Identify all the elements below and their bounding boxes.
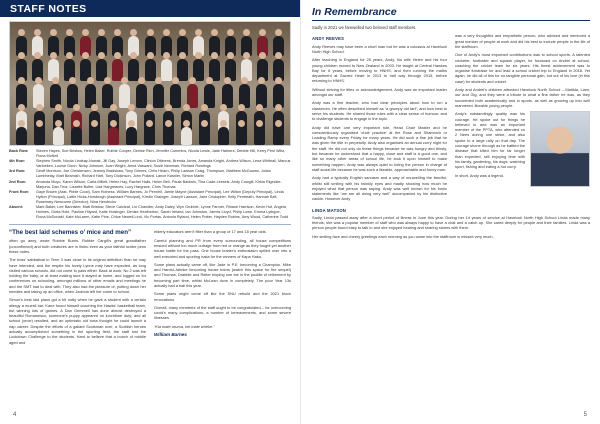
body-paragraph: Some plans might come off like the SNU rebuild and the 2021 block renovations. (154, 291, 291, 302)
title-underline (312, 20, 590, 21)
linda-matson-text (312, 215, 590, 239)
roster-row-label: 2nd Row: (9, 179, 27, 184)
andy-reeves-heading: ANDY REEVES (312, 36, 345, 42)
roster-row-names: Geoff Morrison, Joe Christensen, Jeremy Bradshaw, Tony Grimes, Chris Hearn, Philip Lawson Craig, Thompson, Matthew McGowan, Julian Lumbhelay, Matt Beamish, Richard Hart, Tony Dickinson, John Pollard, Lance Kasnier, Simon Marlin (36, 169, 271, 179)
body-paragraph: Simon’s best laid plans got a bit nutty when he gave a student with a certain allergy a muesli bar. Kane found himself coaching the Hawks’ basketball team, but winning lots of games. A Dan Gemmell has done almost destroyed a beautiful Romanesco, someone’s puppy appeared on lunchtime duty; and all school (once) resulted, and an optimistic old boss thought he could launch a nap career. Despite the efforts of a gallant Scotsman over, a Scottish heroes actually accomplished something in the sporting field, the staff lost the Lockdown Challenge to the students. Hard to believe that a bunch of middle aged and (9, 297, 146, 345)
andy-column-1 (312, 33, 447, 204)
staff-notes-body (9, 229, 291, 348)
roster-row (9, 169, 291, 179)
body-paragraph: elderly educators aren’t fitter than a group of 17 and 18 year olds. (154, 229, 267, 235)
roster-row-names: Amanda Moyo, Karen Wilson, Carla Millett, Helen Hay, Rachel Halls, Helen Bell, Paula Baldwin, Tina Cade-Lessels, Andy Cowgill, Kirkla Rigeckie-Marjuna, Dan Thor, Lizzette Butler, Lisa Hargreaves, Lucy Hargrave, Chris Thomas (36, 179, 282, 189)
body-paragraph: The boss’ sabbatical in Term 3 was close to its original definition than he may have intended, and the respite his lovely Lynne may have expected, as long visited various schools, did not come to pass either. Back at work, No 2 was left holding the baby, or at least making sure it stayed at home, and logged on for conferences on schooling, amongst millions of other emails and meetings he and the SMT had to deal with. They also had the pleasure of, putting down her needles and taking up an office, when Jacinda left her come to school. (9, 257, 146, 294)
photo-caption-roster (9, 149, 291, 220)
roster-row-label: 4th Row: (9, 159, 26, 164)
roster-row-names: Steven Hayes, Sue Bristow, Helen Baker, Ruthie Cooper, Denise Rich, Jennifer Cummins, Nicola Lewis, Jade Harbers, Debbie Hill, Kerry Pirnl Wiltz, Fiona McNeil (36, 149, 286, 159)
andy-column-2 (455, 33, 590, 204)
linda-matson-heading: LINDA MATSON (312, 207, 347, 213)
photo-front-row (16, 127, 284, 145)
roster-row-names: Mark Baker, Lee Bannister, Matt Bristow, Steve Calcleat, Lin Chandler, Andy Daley, Wyn Grubble, Lynne Farmer, Rhiane Harrison, Kevin Hof, Angela Holmes, Greta Hole, Pauline Hilyard, Katie Holsinger, Denise Heatherton, Sarah Ireland, Ian Johnston, James Lloyd, Philip Lowe, Emma Lythgoe, Fiona McDonald, Kate McLaren, Katie Pine, Chloe Newell-Lind, Vic Portas, Antonia Ryland, Helen Potter, Hayden Robins, Amy Wood, Catherine Todd (36, 205, 288, 220)
staff-notes-header-band (0, 0, 300, 17)
roster-row-names: Stephen Smith, Nicola Lindsay-Nowak, Jill Gay, Joseph Lemon, Clinton Dibbens, Brenda Jones, Amanda Knight, Andrea Wilson, Lena Whitnall, Marcus Vanbeken, Louise Gunn, Nicky Johnson, Juan Wright, Anna Vaswani, Susie Newman, Richard Rowlings (36, 159, 291, 169)
staff-notes-column-1 (9, 229, 146, 348)
author-signature: William Barnes (154, 332, 187, 338)
body-paragraph: Overall, many members of the staff ought to be congratulated – for overcoming covid’s many complications, a number of bereavements, and some severe illnesses. (154, 304, 291, 321)
remembrance-intro: Sadly in 2021 we farewelled two beloved staff members. (312, 25, 417, 30)
staff-notes-column-2 (154, 229, 291, 348)
body-paragraph: After teaching in England for 25 years, Andy, his wife Helen and his four young children moved to New Zealand in 2003. He taught at Central Hawkes Bay for 6 years, before moving to HNHS, and then running the maths department at Sacred Heart in 2013 to half way through 2015, before returning to HNHS. (312, 57, 447, 84)
roster-row (9, 190, 291, 205)
staff-group-photo (9, 21, 291, 146)
body-paragraph: Without striving for titles or acknowledgement, Andy was an important leader amongst our staff. (312, 86, 447, 98)
roster-row (9, 205, 291, 220)
roster-row-label: Absent: (9, 205, 24, 210)
body-paragraph: In short, Andy was a legend. (455, 172, 504, 178)
roster-row-label: Front Row: (9, 189, 30, 194)
roster-row-label: Back Row: (9, 149, 29, 153)
roster-row (9, 180, 291, 190)
body-paragraph: Andy’s outstandingly quality was his courage. He spoke out for things he believed in and was an important member of the PPTA, who attended on 2 Nees during one strike, and also spoke to a large rally on that day. The courage shone through as he battled the disease that killed him for far longer than expected, still enjoying time with his family, gardening, his dogs, watching sport, fishing and eating a hot curry. (455, 111, 525, 170)
page-number: 5 (583, 412, 587, 418)
body-paragraph: Some plans actually came off, like Jade in P.E. becoming a Champion. Mike and Harold-Jahnke becoming house tutors (watch this space for the sequel) and Thomas, Drabble and Reiter eloping one toe in the puddle of retirement by becoming part time, whilst McLean dove in completely. The poor Year 13s actually had a ball this year. (154, 261, 291, 288)
right-page (300, 0, 600, 424)
remembrance-title: In Remembrance (312, 6, 397, 18)
andy-reeves-section (312, 33, 590, 204)
roster-row (9, 149, 291, 159)
roster-row (9, 159, 291, 169)
body-paragraph: Andy Reeves may have been a short man but he was a colossus at Havelock North High School. (312, 43, 447, 54)
body-paragraph: Andy did have one very important role, Head Chair Master and he conscientiously organised ‘choir practice’ at the Rose and Shamrock or Loading Ramp every Friday for many years. He did such a fine job that he was given the title in perpetuity. Andy also organised an annual curry night for the staff. He did not only do these things because he was hungry and thirsty, but because he understood that a happy, close and staff is a good one, and like so many other areas of school life, he took it upon himself to make something happen. Andy was always quiet to being the person in charge of staff social life because he was such a likeable, approachable and funny man. (312, 124, 447, 172)
body-paragraph: Careful planning and PR from every surrounding, all house competitions ensued without too much outrage from red or orange as they fought yet another house battle for the pass. One house leader’s enthusiasm spilled over into a well executed and sporting haka for the winners of Kapa Haka. (154, 237, 291, 259)
andy-reeves-portrait (530, 111, 590, 187)
section-divider (9, 224, 291, 225)
page-number: 4 (13, 412, 17, 418)
staff-notes-title: STAFF NOTES (10, 2, 87, 15)
body-paragraph: Andy had a typically English sarcasm and a way of unravelling the fanciful, whilst still smiling with his twinkly eyes and madly showing how much he enjoyed what that person was saying. Andy was well known for his ironic statements like “we are all doing very well” accompanied by his distinctive cackle. However Andy (312, 175, 447, 202)
body-paragraph: One of Andy’s most important contributions was to school sports. A talented cricketer, footballer and squash player, he focussed on Andrei at school, coaching the cricket team for six years. His finest achievement was to organise fundraise for and lead a school cricket trip to England in 2018. Yet again, he did all of this for no tangible personal gain, but out of his love (in this case) for students and cricket. (455, 52, 590, 84)
roster-row-label: 3rd Row: (9, 169, 26, 174)
pull-quote: “The best laid schemes o’ mice and men” (9, 229, 132, 237)
body-paragraph: Sadly, Linda passed away after a short period of illness in June this year. During her 14 years of service at Havelock North High School Linda made many friends; she was a popular member of staff who was always happy to have a chat and a catch up. She cared deeply for people and their families. Linda was a person people found easy to talk to and she enjoyed hearing and sharing stories with them. (312, 214, 590, 231)
roster-row-names: Gaye Brown (Asst. Pbble Cood), Sam Holness, William Barnes, Jo Pennell, Jamie Mayne (Assistant Principal), Lee Wilton (Deputy Principal), Linda Hylton (Principal), Lottie Hicks-Horsbrogh (Assistant Principal), Kirstin Grainger, Joseph Lawson, Jane Cristopher, Kelly Pentreath, Hannah Bell, Rosemary Newcome (Director), Nina Hendricks (36, 189, 284, 204)
body-paragraph: was a very thoughtful and empathetic person, who advised and mentored a great number of people at work and did his best to include people in the life of the staffroom. (455, 33, 590, 49)
closing-quote: “Kia mate ururoa, kei mate wheke.” (154, 323, 215, 329)
body-paragraph: often go awry, wrote Robbie Burns. Robbie Cargill’s great grandfather (unconfirmed) and both creatures are in limbo even as your faithful scribe pens these notes. (9, 238, 146, 254)
body-paragraph: Andy and Andrei’s children attended Havelock North School – Matilda, Liam, our and Gig, and they were a tribute to what a fine father he was, as they succeeded both academically and in sports, as well as growing up into well mannered, likeable young people. (455, 87, 590, 108)
body-paragraph: Her smiling face and cheery greetings each morning as you came into the staffroom is missed very much. (312, 233, 494, 239)
body-paragraph: Andy was a fine teacher, who had clear principles about how to run a classroom. He often described himself as “a grumpy old fart”, and how best to serve his students. He shared those rules with a clear sense of humour, and to challenge students to engage in the topic. (312, 100, 447, 122)
